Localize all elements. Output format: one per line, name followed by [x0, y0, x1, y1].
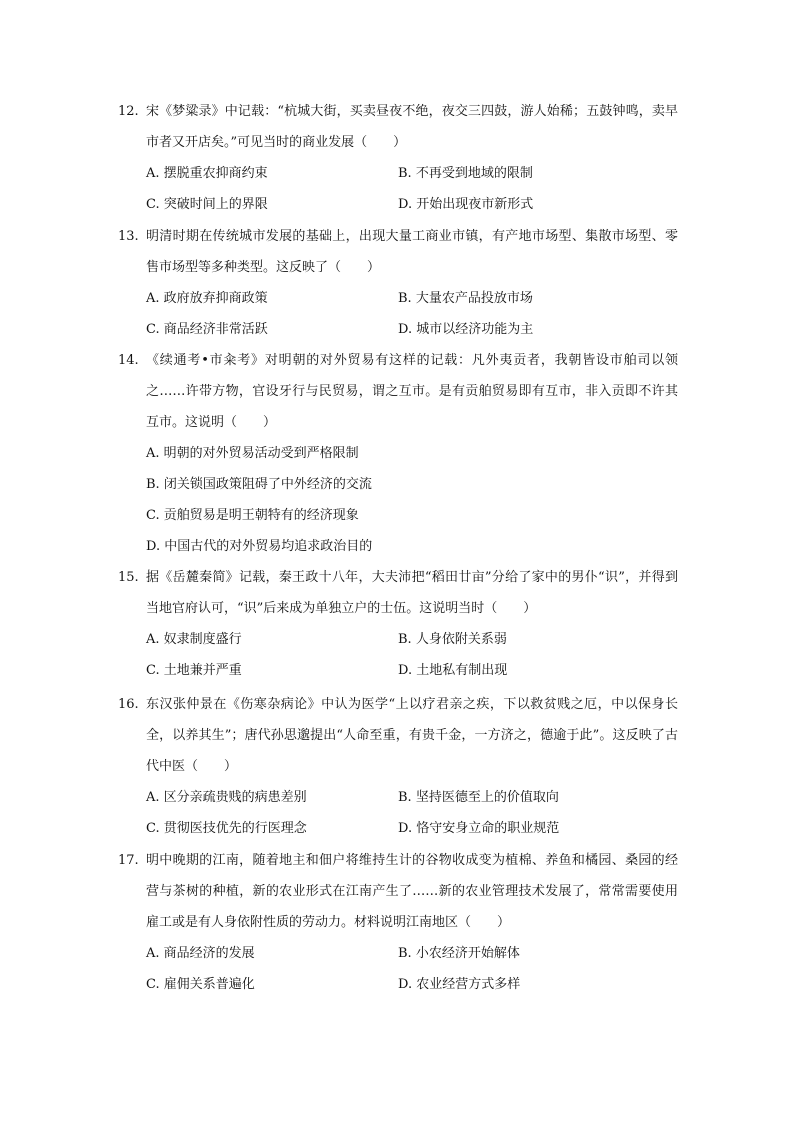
question-number: 12.	[118, 104, 139, 119]
question-14	[118, 345, 678, 562]
question-17	[118, 845, 678, 1000]
option-a[interactable]: A. 奴隶制度盛行	[146, 632, 242, 647]
question-stem: 《续通考•市籴考》对明朝的对外贸易有这样的记载：凡外夷贡者，我朝皆设市舶司以领之……许带方物，官设牙行与民贸易，谓之互市。是有贡舶贸易即有互市，非入贡即不许其互市。这说明（ ）	[146, 353, 678, 430]
option-b[interactable]: B. 人身依附关系弱	[398, 632, 507, 647]
option-a[interactable]: A. 明朝的对外贸易活动受到严格限制	[146, 446, 359, 461]
option-b[interactable]: B. 闭关锁国政策阻碍了中外经济的交流	[146, 477, 372, 492]
question-stem: 明清时期在传统城市发展的基础上，出现大量工商业市镇，有产地市场型、集散市场型、零售市场型等多种类型。这反映了（ ）	[146, 229, 678, 275]
question-stem: 宋《梦粱录》中记载：“杭城大街，买卖昼夜不绝，夜交三四鼓，游人始稀；五鼓钟鸣，卖早市者又开店矣。”可见当时的商业发展（ ）	[146, 104, 678, 150]
options	[146, 624, 678, 686]
question-number: 17.	[118, 853, 139, 868]
question-stem: 东汉张仲景在《伤寒杂病论》中认为医学“上以疗君亲之疾，下以救贫贱之厄，中以保身长全，以养其生”；唐代孙思邈提出“人命至重，有贵千金，一方济之，德逾于此”。这反映了古代中医（ ）	[146, 697, 678, 774]
question-number: 15.	[118, 570, 139, 585]
option-c[interactable]: C. 贯彻医技优先的行医理念	[146, 821, 307, 836]
options	[146, 283, 678, 345]
option-d[interactable]: D. 农业经营方式多样	[398, 977, 521, 992]
question-13	[118, 221, 678, 345]
option-c[interactable]: C. 商品经济非常活跃	[146, 322, 268, 337]
question-number: 16.	[118, 697, 139, 712]
option-a[interactable]: A. 政府放弃抑商政策	[146, 291, 268, 306]
question-stem: 据《岳麓秦简》记载，秦王政十八年，大夫沛把“稻田廿亩”分给了家中的男仆“识”，并得到当地官府认可，“识”后来成为单独立户的士伍。这说明当时（ ）	[146, 570, 678, 616]
option-a[interactable]: A. 区分亲疏贵贱的病患差别	[146, 790, 307, 805]
options	[146, 782, 678, 844]
option-b[interactable]: B. 坚持医德至上的价值取向	[398, 790, 559, 805]
question-number: 13.	[118, 229, 139, 244]
option-d[interactable]: D. 恪守安身立命的职业规范	[398, 821, 560, 836]
option-b[interactable]: B. 不再受到地域的限制	[398, 166, 533, 181]
options	[146, 938, 678, 1000]
option-b[interactable]: B. 大量农产品投放市场	[398, 291, 533, 306]
option-d[interactable]: D. 中国古代的对外贸易均追求政治目的	[146, 539, 373, 554]
question-15	[118, 562, 678, 686]
option-c[interactable]: C. 贡舶贸易是明王朝特有的经济现象	[146, 508, 359, 523]
options	[146, 158, 678, 220]
option-d[interactable]: D. 土地私有制出现	[398, 663, 508, 678]
option-c[interactable]: C. 突破时间上的界限	[146, 197, 268, 212]
option-d[interactable]: D. 城市以经济功能为主	[398, 322, 534, 337]
option-b[interactable]: B. 小农经济开始解体	[398, 946, 520, 961]
option-a[interactable]: A. 商品经济的发展	[146, 946, 255, 961]
question-stem: 明中晚期的江南，随着地主和佃户将维持生计的谷物收成变为植棉、养鱼和橘园、桑园的经营与茶树的种植，新的农业形式在江南产生了……新的农业管理技术发展了，常常需要使用雇工或是有人身依附性质的劳动力。材料说明江南地区（ ）	[146, 853, 678, 930]
option-a[interactable]: A. 摆脱重农抑商约束	[146, 166, 268, 181]
option-d[interactable]: D. 开始出现夜市新形式	[398, 197, 534, 212]
option-c[interactable]: C. 土地兼并严重	[146, 663, 242, 678]
options	[146, 438, 678, 562]
option-c[interactable]: C. 雇佣关系普遍化	[146, 977, 255, 992]
question-12	[118, 96, 678, 220]
question-number: 14.	[118, 353, 139, 368]
question-16	[118, 689, 678, 844]
